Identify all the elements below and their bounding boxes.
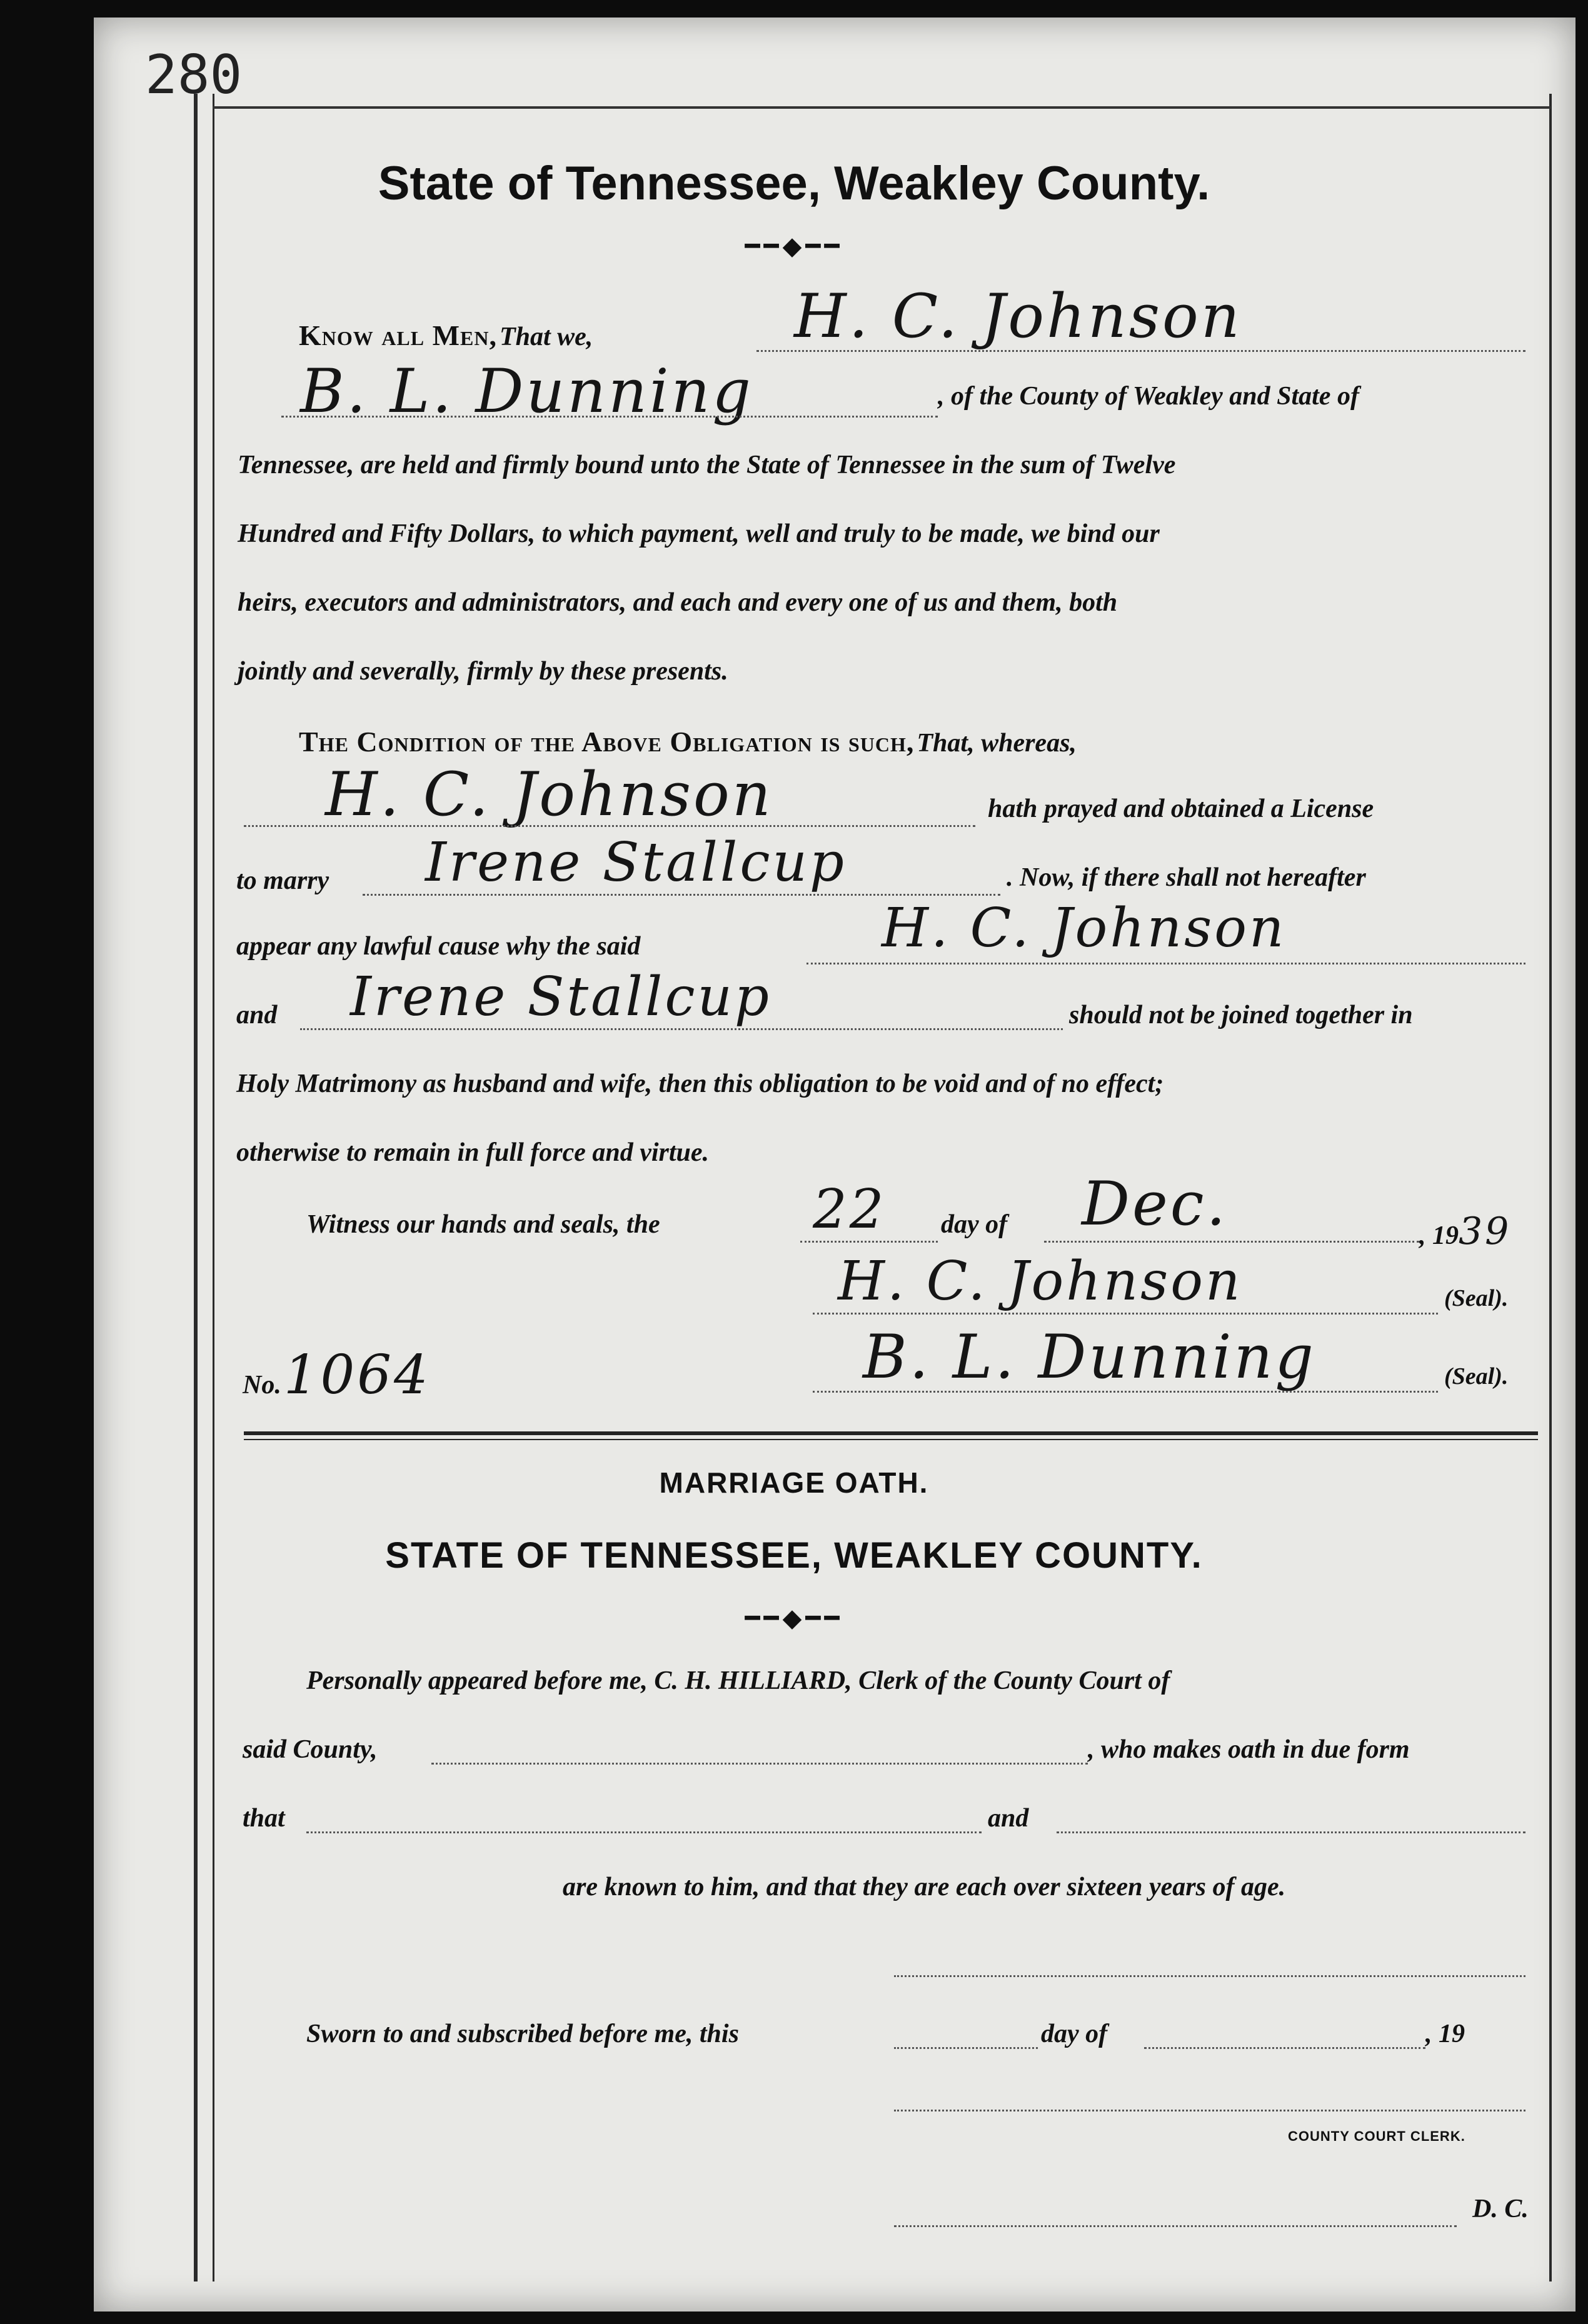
condition-line <box>299 725 1077 758</box>
oath-heading: MARRIAGE OATH. <box>659 1466 929 1499</box>
fill-line <box>1144 2047 1425 2049</box>
makes-oath-text: , who makes oath in due form <box>1088 1735 1410 1764</box>
signature-2: B. L. Dunning <box>863 1322 1316 1392</box>
bride-name: Irene Stallcup <box>425 831 847 894</box>
margin-rule-right <box>1549 94 1552 2281</box>
fill-line <box>363 894 1000 896</box>
signature-1: H. C. Johnson <box>838 1250 1243 1313</box>
county-state-text: , of the County of Weakley and State of <box>938 382 1359 411</box>
that-we-label: That we, <box>499 323 593 351</box>
oath-year-prefix: , 19 <box>1425 2020 1465 2048</box>
know-all-men-line <box>299 319 593 352</box>
seal-label-1: (Seal). <box>1444 1285 1509 1311</box>
fill-line <box>813 1313 1438 1315</box>
know-all-men-label: Know all Men, <box>299 319 497 351</box>
oath-and-label: and <box>988 1804 1029 1833</box>
groom-name-2: H. C. Johnson <box>882 897 1287 959</box>
prayed-text: hath prayed and obtained a License <box>988 794 1374 823</box>
no-value: 1064 <box>283 1344 431 1406</box>
appear-text: appear any lawful cause why the said <box>236 932 641 961</box>
year-value: 39 <box>1459 1210 1512 1253</box>
page-number: 280 <box>145 44 243 106</box>
ornament-divider-2: ━━◆━━ <box>745 1604 843 1632</box>
applicant-name: H. C. Johnson <box>325 759 773 829</box>
fill-line <box>807 963 1525 964</box>
fill-line <box>1044 1241 1419 1243</box>
bride-name-2: Irene Stallcup <box>350 966 771 1028</box>
top-rule <box>213 106 1550 109</box>
bond-line-6: jointly and severally, firmly by these presents. <box>238 657 728 686</box>
principal-signature: H. C. Johnson <box>794 281 1242 351</box>
day-value: 22 <box>813 1178 887 1241</box>
day-of-label: day of <box>941 1210 1008 1239</box>
year-prefix: , 19 <box>1419 1221 1459 1250</box>
oath-day-of-label: day of <box>1041 2020 1108 2048</box>
county-court-clerk-label: COUNTY COURT CLERK. <box>1288 2128 1465 2144</box>
bond-title: State of Tennessee, Weakley County. <box>378 157 1210 210</box>
section-divider-thin <box>244 1439 1538 1440</box>
fill-line <box>431 1763 1088 1765</box>
no-label: No. <box>243 1371 281 1400</box>
surety-signature: B. L. Dunning <box>300 356 753 426</box>
fill-line <box>894 1975 1525 1977</box>
to-marry-label: to marry <box>236 866 329 895</box>
fill-line <box>1057 1831 1525 1833</box>
month-value: Dec. <box>1082 1169 1229 1239</box>
otherwise-text: otherwise to remain in full force and virtue. <box>236 1138 710 1167</box>
holy-text: Holy Matrimony as husband and wife, then this obligation to be void and of no effect; <box>236 1069 1164 1098</box>
dc-label: D. C. <box>1472 2195 1529 2223</box>
now-text: . Now, if there shall not hereafter <box>1007 863 1366 892</box>
fill-line <box>800 1241 938 1243</box>
fill-line <box>894 2047 1038 2049</box>
known-text: are known to him, and that they are each over sixteen years of age. <box>563 1873 1286 1901</box>
year-line <box>1419 1210 1511 1253</box>
fill-line <box>306 1831 982 1833</box>
witness-text: Witness our hands and seals, the <box>306 1210 660 1239</box>
fill-line <box>244 825 975 827</box>
number-line <box>243 1344 431 1406</box>
bond-line-5: heirs, executors and administrators, and each and every one of us and them, both <box>238 588 1118 617</box>
seal-label-2: (Seal). <box>1444 1363 1509 1390</box>
fill-line <box>894 2225 1457 2227</box>
and-label: and <box>236 1001 278 1029</box>
said-county-label: said County, <box>243 1735 378 1764</box>
fill-line <box>894 2110 1525 2111</box>
condition-caps: The Condition of the Above Obligation is such, <box>299 726 915 758</box>
ornament-divider: ━━◆━━ <box>745 232 843 260</box>
fill-line <box>756 350 1525 352</box>
oath-state-heading: STATE OF TENNESSEE, WEAKLEY COUNTY. <box>385 1535 1203 1576</box>
joined-text: should not be joined together in <box>1069 1001 1413 1029</box>
bond-line-3: Tennessee, are held and firmly bound unto the State of Tennessee in the sum of Twelve <box>238 451 1176 479</box>
fill-line <box>300 1028 1063 1030</box>
sworn-text: Sworn to and subscribed before me, this <box>306 2020 739 2048</box>
fill-line <box>281 416 938 418</box>
that-label: that <box>243 1804 285 1833</box>
fill-line <box>813 1391 1438 1393</box>
margin-rule-left <box>194 94 198 2281</box>
condition-tail: That, whereas, <box>917 729 1077 758</box>
bond-line-4: Hundred and Fifty Dollars, to which payment, well and truly to be made, we bind our <box>238 519 1160 548</box>
oath-line-1: Personally appeared before me, C. H. HILLIARD, Clerk of the County Court of <box>306 1666 1170 1695</box>
margin-rule-left-inner <box>213 94 214 2281</box>
section-divider <box>244 1431 1538 1435</box>
